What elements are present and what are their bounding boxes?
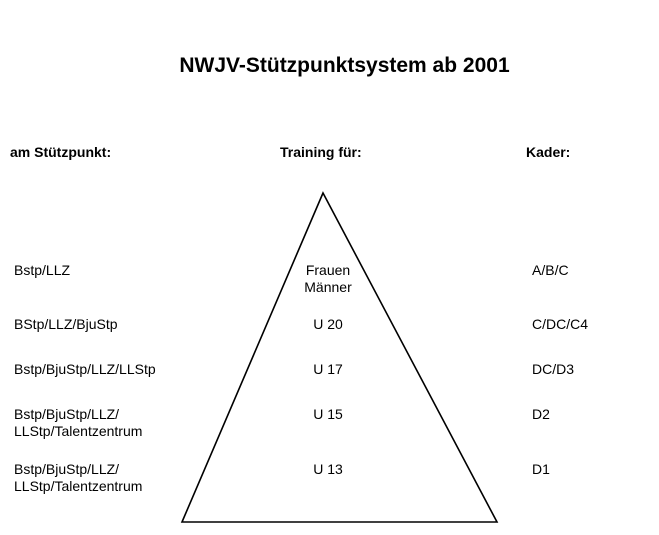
kader-label-row-1: A/B/C xyxy=(532,262,569,278)
training-group-row-2: U 20 xyxy=(313,316,343,332)
location-label-row-1: Bstp/LLZ xyxy=(14,262,71,278)
location-label-row-3: Bstp/BjuStp/LLZ/LLStp xyxy=(14,361,156,377)
column-header-training: Training für: xyxy=(280,144,362,160)
training-group-row-4: U 15 xyxy=(313,406,343,422)
column-header-location: am Stützpunkt: xyxy=(10,144,112,160)
kader-label-row-3: DC/D3 xyxy=(532,361,575,377)
kader-label-row-2: C/DC/C4 xyxy=(532,316,589,332)
kader-label-row-4: D2 xyxy=(532,406,550,422)
training-group-row-1: Frauen Männer xyxy=(304,262,352,295)
training-group-row-3: U 17 xyxy=(313,361,343,377)
column-header-kader: Kader: xyxy=(526,144,571,160)
location-label-row-2: BStp/LLZ/BjuStp xyxy=(14,316,118,332)
location-label-row-5: Bstp/BjuStp/LLZ/ LLStp/Talentzentrum xyxy=(14,461,143,494)
location-label-row-4: Bstp/BjuStp/LLZ/ LLStp/Talentzentrum xyxy=(14,406,143,439)
page-title: NWJV-Stützpunktsystem ab 2001 xyxy=(179,54,510,77)
training-group-row-5: U 13 xyxy=(313,461,343,477)
kader-label-row-5: D1 xyxy=(532,461,550,477)
